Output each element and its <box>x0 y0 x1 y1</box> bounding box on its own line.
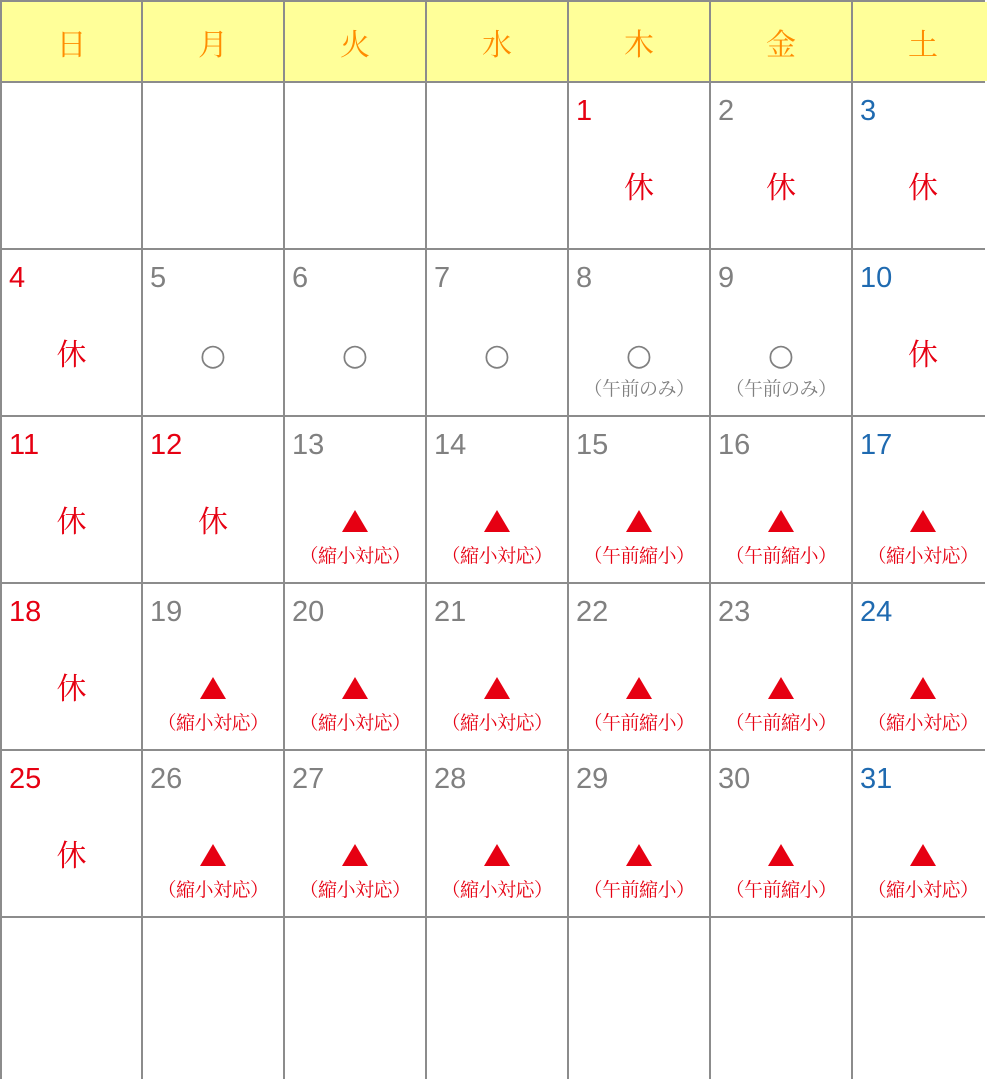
closed-mark: 休 <box>56 338 87 373</box>
day-cell <box>285 584 425 749</box>
day-cell <box>569 250 709 415</box>
reduced-triangle-icon <box>484 677 510 699</box>
weekday-header-fri: 金 <box>711 2 851 81</box>
day-note: （縮小対応） <box>299 879 411 901</box>
day-note: （縮小対応） <box>867 879 979 901</box>
day-number: 8 <box>576 262 593 294</box>
day-number: 31 <box>860 763 893 795</box>
reduced-triangle-icon <box>342 677 368 699</box>
day-note: （縮小対応） <box>867 712 979 734</box>
day-cell <box>711 417 851 582</box>
day-cell <box>853 751 987 916</box>
day-number: 16 <box>718 429 751 461</box>
day-note: （午前のみ） <box>725 378 837 400</box>
day-number: 29 <box>576 763 609 795</box>
day-cell <box>2 584 141 749</box>
day-number: 22 <box>576 596 609 628</box>
open-circle-icon: ○ <box>625 338 653 373</box>
closed-mark: 休 <box>624 171 654 206</box>
day-cell <box>427 751 567 916</box>
closed-mark: 休 <box>908 171 938 206</box>
weekday-header-thu: 木 <box>569 2 709 81</box>
day-cell <box>853 584 987 749</box>
closed-mark: 休 <box>908 338 938 373</box>
day-cell <box>569 751 709 916</box>
day-cell <box>2 751 141 916</box>
closed-mark: 休 <box>56 672 87 707</box>
day-note: （午前のみ） <box>583 378 695 400</box>
day-note: （縮小対応） <box>299 545 411 567</box>
day-number: 24 <box>860 596 893 628</box>
day-note: （午前縮小） <box>725 545 837 567</box>
day-number: 30 <box>718 763 751 795</box>
day-note: （縮小対応） <box>157 712 269 734</box>
day-number: 17 <box>860 429 893 461</box>
day-number: 12 <box>150 429 183 461</box>
day-number: 15 <box>576 429 609 461</box>
day-cell <box>853 918 987 1085</box>
reduced-triangle-icon <box>910 677 936 699</box>
day-cell <box>143 918 283 1085</box>
day-number: 28 <box>434 763 467 795</box>
weekday-header-mon: 月 <box>143 2 283 81</box>
open-circle-icon: ○ <box>483 338 511 373</box>
day-number: 9 <box>718 262 735 294</box>
day-cell <box>711 751 851 916</box>
day-cell <box>427 918 567 1085</box>
day-cell <box>143 751 283 916</box>
reduced-triangle-icon <box>626 844 652 866</box>
weekday-header-tue: 火 <box>285 2 425 81</box>
day-cell <box>143 417 283 582</box>
day-cell <box>285 751 425 916</box>
day-number: 26 <box>150 763 183 795</box>
day-cell <box>143 584 283 749</box>
closed-mark: 休 <box>56 839 87 874</box>
open-circle-icon: ○ <box>341 338 369 373</box>
day-number: 13 <box>292 429 325 461</box>
day-number: 6 <box>292 262 309 294</box>
reduced-triangle-icon <box>768 844 794 866</box>
reduced-triangle-icon <box>200 677 226 699</box>
day-cell <box>569 417 709 582</box>
reduced-triangle-icon <box>626 677 652 699</box>
day-note: （縮小対応） <box>157 879 269 901</box>
reduced-triangle-icon <box>910 844 936 866</box>
reduced-triangle-icon <box>484 510 510 532</box>
day-cell <box>569 918 709 1085</box>
reduced-triangle-icon <box>484 844 510 866</box>
open-circle-icon: ○ <box>767 338 795 373</box>
day-cell <box>711 918 851 1085</box>
day-cell <box>427 250 567 415</box>
day-note: （午前縮小） <box>725 879 837 901</box>
day-note: （縮小対応） <box>867 545 979 567</box>
day-note: （午前縮小） <box>583 545 695 567</box>
day-cell <box>2 83 141 248</box>
reduced-triangle-icon <box>910 510 936 532</box>
day-cell <box>711 250 851 415</box>
open-circle-icon: ○ <box>199 338 227 373</box>
day-cell <box>143 250 283 415</box>
reduced-triangle-icon <box>342 844 368 866</box>
reduced-triangle-icon <box>768 677 794 699</box>
day-cell <box>2 417 141 582</box>
reduced-triangle-icon <box>626 510 652 532</box>
day-number: 23 <box>718 596 751 628</box>
reduced-triangle-icon <box>200 844 226 866</box>
day-number: 25 <box>9 763 42 795</box>
day-note: （午前縮小） <box>725 712 837 734</box>
day-number: 19 <box>150 596 183 628</box>
day-note: （午前縮小） <box>583 712 695 734</box>
day-number: 11 <box>9 429 40 461</box>
day-number: 27 <box>292 763 325 795</box>
day-number: 21 <box>434 596 467 628</box>
closed-mark: 休 <box>56 505 87 540</box>
weekday-header-wed: 水 <box>427 2 567 81</box>
day-cell <box>711 83 851 248</box>
day-cell <box>2 918 141 1085</box>
day-cell <box>285 417 425 582</box>
day-note: （縮小対応） <box>441 545 553 567</box>
day-number: 5 <box>150 262 167 294</box>
day-cell <box>427 83 567 248</box>
day-number: 1 <box>576 95 593 127</box>
weekday-header-sat: 土 <box>853 2 987 81</box>
day-number: 3 <box>860 95 877 127</box>
closed-mark: 休 <box>198 505 228 540</box>
day-cell <box>427 417 567 582</box>
day-number: 20 <box>292 596 325 628</box>
day-cell <box>853 83 987 248</box>
day-cell <box>711 584 851 749</box>
day-number: 14 <box>434 429 467 461</box>
day-cell <box>285 918 425 1085</box>
day-cell <box>2 250 141 415</box>
day-note: （午前縮小） <box>583 879 695 901</box>
day-cell <box>853 250 987 415</box>
weekday-header-sun: 日 <box>2 2 141 81</box>
day-cell <box>285 83 425 248</box>
day-number: 4 <box>9 262 26 294</box>
day-cell <box>285 250 425 415</box>
day-cell <box>143 83 283 248</box>
reduced-triangle-icon <box>768 510 794 532</box>
closed-mark: 休 <box>766 171 796 206</box>
day-note: （縮小対応） <box>299 712 411 734</box>
day-note: （縮小対応） <box>441 879 553 901</box>
day-number: 10 <box>860 262 893 294</box>
day-number: 7 <box>434 262 451 294</box>
day-cell <box>569 584 709 749</box>
reduced-triangle-icon <box>342 510 368 532</box>
day-note: （縮小対応） <box>441 712 553 734</box>
day-cell <box>853 417 987 582</box>
day-number: 18 <box>9 596 42 628</box>
day-cell <box>569 83 709 248</box>
day-number: 2 <box>718 95 735 127</box>
day-cell <box>427 584 567 749</box>
